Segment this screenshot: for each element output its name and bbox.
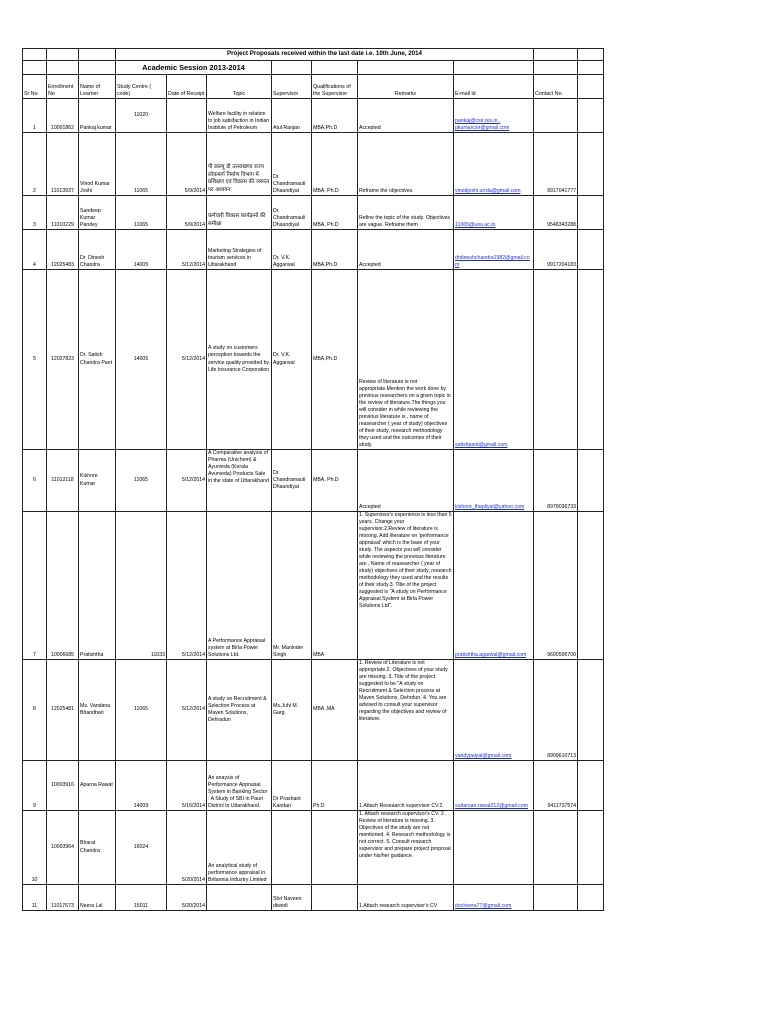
cell-contact <box>534 99 578 133</box>
cell-qualifications: MBA, Ph.D <box>312 196 358 230</box>
cell-topic: A study on customers perception towards the service quality provided by Life Insurance Corporation <box>207 270 272 450</box>
header-contact: Contact No. <box>534 75 578 99</box>
cell-email <box>454 811 534 885</box>
cell-study-centre: 11065 <box>116 133 167 196</box>
cell-sr: 4 <box>23 230 47 270</box>
cell-topic: A Performance Appraisal system at Birla Power Solutions Ltd. <box>207 512 272 660</box>
cell-qualifications: MBA, Ph.D <box>312 133 358 196</box>
cell-supervisor <box>272 811 312 885</box>
cell-remarks: 1.Attach Reseaarch supervisor CV.2. <box>358 761 454 811</box>
cell-name: Sandeep Kumar Pandey <box>79 196 116 230</box>
header-remarks: Remarks <box>358 75 454 99</box>
cell-contact <box>534 270 578 450</box>
cell-remarks: 1. Review of Literature is not appropriate.2. Objectives of your study are missing. 3. Title of the project suggested to be "A study on Recruitment & Selection process at Maven Solutions, Dehrdun. 4. You are advised to consult your supervisor regarding the objectives and review of literature. <box>358 660 454 761</box>
table-row <box>23 230 604 270</box>
cell-enrollment: 12025481 <box>47 660 79 761</box>
blank-cell <box>578 75 604 99</box>
cell-contact: 8979036733 <box>534 450 578 512</box>
cell-sr: 5 <box>23 270 47 450</box>
blank-cell <box>23 61 47 75</box>
cell-qualifications <box>312 811 358 885</box>
email-link[interactable]: pankaj@csir.res.in , <box>455 117 501 124</box>
blank-cell <box>47 61 79 75</box>
cell-enrollment: 11012118 <box>47 450 79 512</box>
cell-name: Pankaj kumar <box>79 99 116 133</box>
cell-topic: पी डब्ल्यू डी उत्तराखण्ड राज्य लोकमार्ग निर्माण विभाग में प्रशिक्षण एवं विकास की जरूरत पर अध्ययन <box>207 133 272 196</box>
cell-supervisor: Dr. V.K. Aggarwal <box>272 270 312 450</box>
blank-cell <box>79 49 116 61</box>
session-title: Academic Session 2013-2014 <box>116 61 272 75</box>
cell-study-centre: 11065 <box>116 196 167 230</box>
cell-topic <box>207 885 272 911</box>
table-row <box>23 270 604 450</box>
blank-cell <box>578 230 604 270</box>
cell-sr: 6 <box>23 450 47 512</box>
blank-cell <box>454 61 534 75</box>
cell-date: 5/20/2014 <box>167 811 207 885</box>
cell-study-centre: 11065 <box>116 660 167 761</box>
blank-cell <box>23 49 47 61</box>
cell-contact <box>534 811 578 885</box>
cell-name: Neera Lal <box>79 885 116 911</box>
cell-contact: 9917204183 <box>534 230 578 270</box>
cell-supervisor: Dr Prashant Kandari <box>272 761 312 811</box>
header-supervisor: Supervisor <box>272 75 312 99</box>
email-link[interactable]: pkumarcsir@gmail.com <box>455 124 510 131</box>
cell-enrollment: 12027823 <box>47 270 79 450</box>
cell-topic: A Comparative analysis of Pharma (Unichem) & Ayurveda (Kerala Avurveda) Products Sale in the state of Uttarakhand <box>207 450 272 512</box>
blank-cell <box>578 133 604 196</box>
cell-contact: 9548343288 <box>534 196 578 230</box>
cell-date <box>167 99 207 133</box>
cell-qualifications: MBA,Ph.D <box>312 270 358 450</box>
blank-cell <box>578 660 604 761</box>
cell-remarks: Accepted <box>358 99 454 133</box>
email-link[interactable]: pratishtha.agarwal@gmail.com <box>455 651 527 658</box>
cell-date: 5/12/2014 <box>167 450 207 512</box>
cell-email <box>454 230 534 270</box>
table-row <box>23 761 604 811</box>
cell-supervisor: Mr. Maninder Singh <box>272 512 312 660</box>
cell-supervisor: Dr. Chandramauli Dhaundiyal <box>272 450 312 512</box>
cell-name: Kishore Kumar <box>79 450 116 512</box>
email-link[interactable]: sudarsan.rawat212@gmail.com <box>455 802 529 809</box>
cell-remarks: Refine the topic of the study. Objectives are vague. Reframe them <box>358 196 454 230</box>
cell-email <box>454 133 534 196</box>
cell-qualifications: MBA, Ph.D <box>312 450 358 512</box>
table-row <box>23 99 604 133</box>
cell-enrollment: 10001862 <box>47 99 79 133</box>
cell-supervisor: Shri Naveen diwedi <box>272 885 312 911</box>
cell-remarks: 1. Attach research supervisor's CV. 2. Review of literature is missing. 3. Objectives of the study are not mentioned. 4. Research methodology is not correct. 5. Consult research supervisor and prepare project proposal under his/her guidance. <box>358 811 454 885</box>
blank-cell <box>578 99 604 133</box>
cell-study-centre: 14005 <box>116 230 167 270</box>
cell-date: 5/12/2014 <box>167 660 207 761</box>
cell-supervisor: Dr. Chandramauli Dhaundiyal <box>272 196 312 230</box>
blank-cell <box>534 49 578 61</box>
cell-sr: 2 <box>23 133 47 196</box>
table-row <box>23 811 604 885</box>
cell-supervisor: Dr. Chandramauli Dhaundiyal <box>272 133 312 196</box>
cell-enrollment: 11013937 <box>47 133 79 196</box>
cell-sr: 3 <box>23 196 47 230</box>
header-date: Date of Receipt <box>167 75 207 99</box>
cell-contact: 8909610713 <box>534 660 578 761</box>
cell-name: Aparna Rawat <box>79 761 116 811</box>
cell-name: Ms. Vandana Bhandhari <box>79 660 116 761</box>
header-topic: Topic <box>207 75 272 99</box>
blank-cell <box>358 61 454 75</box>
cell-topic: A study on Recruitment & Selection Process at Maven Solutions, Dehradun <box>207 660 272 761</box>
cell-study-centre: 15011 <box>116 885 167 911</box>
table-row <box>23 450 604 512</box>
header-name: Name of Learner <box>79 75 116 99</box>
email-link[interactable]: 11065@uou.ac.in <box>455 221 496 228</box>
cell-email <box>454 660 534 761</box>
cell-email <box>454 761 534 811</box>
cell-qualifications: Ph.D <box>312 761 358 811</box>
cell-study-centre: 14005 <box>116 270 167 450</box>
cell-topic: Marketing Strategies of tourism services in Uttarakhand <box>207 230 272 270</box>
cell-study-centre: 11033 <box>116 512 167 660</box>
cell-qualifications: MBA ,MA <box>312 660 358 761</box>
cell-topic: An analytical study of performance appraisal in Britannia Industry Limited <box>207 811 272 885</box>
header-email: E-mail id <box>454 75 534 99</box>
cell-date: 5/12/2014 <box>167 512 207 660</box>
cell-contact: 9411737574 <box>534 761 578 811</box>
blank-cell <box>578 885 604 911</box>
cell-email <box>454 512 534 660</box>
cell-email <box>454 885 534 911</box>
cell-topic: Welfare facility in relation to job satisfaction in Indian Institute of Petroleum <box>207 99 272 133</box>
cell-contact: 9917041777 <box>534 133 578 196</box>
table-row <box>23 196 604 230</box>
blank-cell <box>578 196 604 230</box>
cell-contact: 9690596700 <box>534 512 578 660</box>
blank-cell <box>578 61 604 75</box>
table-row <box>23 512 604 660</box>
email-link[interactable]: satishpant@gmail.com <box>455 441 508 448</box>
cell-enrollment: 12025483 <box>47 230 79 270</box>
cell-sr: 9 <box>23 761 47 811</box>
cell-remarks: Accepted <box>358 450 454 512</box>
cell-supervisor: Atul Ranjan <box>272 99 312 133</box>
blank-cell <box>578 811 604 885</box>
cell-study-centre: 11065 <box>116 450 167 512</box>
blank-cell <box>272 61 312 75</box>
blank-cell <box>578 450 604 512</box>
header-sr: Sr No <box>23 75 47 99</box>
cell-date: 5/9/2014 <box>167 196 207 230</box>
cell-name: Pratishtha <box>79 512 116 660</box>
cell-study-centre: 11020 <box>116 99 167 133</box>
cell-date: 5/12/2014 <box>167 230 207 270</box>
cell-topic: An anaysis of Performance Appraisal System in Banking Sector : A Study of SBI in Pauri District in Uttarakhand. <box>207 761 272 811</box>
email-link[interactable]: kishore_thapliyal@yahoo.com <box>455 503 525 510</box>
blank-cell <box>578 49 604 61</box>
cell-enrollment: 10006685 <box>47 512 79 660</box>
cell-sr: 11 <box>23 885 47 911</box>
table-row <box>23 133 604 196</box>
cell-remarks: Review of literature is not appropriate.Mention the work done by previous researchers on a given topic in the review of literature.The things you will consider in while reviewing the previous literature is , name of reasearcher ( year of study) objectives of their study, research methodology they used and the outcomes of their study. <box>358 270 454 450</box>
email-link[interactable]: vandypalyal@gmail.com <box>455 752 512 759</box>
cell-topic: कर्मचारी विकास कार्यक्रमों की समीक्षा <box>207 196 272 230</box>
header-enrollment: Enrollment No <box>47 75 79 99</box>
proposals-sheet <box>22 48 603 911</box>
cell-remarks: 1. Supervisor's experience is less than 5 years. Change your supervisor.2.Review of literature is missing. Add literature on 'performance appraisal' which is the base of your study. The aspects you will consider while reviewing the previous literature are , Name of reasearcher ( year of study) objectives of their study, research methodology they used and the results of their study.3. Title of the project suggested is "A study on Performance Appraisal System at Birla Power Solutions Ltd". <box>358 512 454 660</box>
blank-cell <box>578 512 604 660</box>
blank-cell <box>534 61 578 75</box>
blank-cell <box>79 61 116 75</box>
cell-sr: 7 <box>23 512 47 660</box>
cell-email <box>454 196 534 230</box>
cell-name: Dr. Dinesh Chandra <box>79 230 116 270</box>
cell-qualifications: MBA <box>312 512 358 660</box>
cell-qualifications: MBA,Ph.D <box>312 230 358 270</box>
table-row <box>23 660 604 761</box>
cell-name: Vinod Kumar Joshi <box>79 133 116 196</box>
cell-date: 5/12/2014 <box>167 270 207 450</box>
cell-qualifications <box>312 885 358 911</box>
cell-email <box>454 450 534 512</box>
email-link[interactable]: vinodjoshi.urrda@gmail.com <box>455 187 521 194</box>
blank-cell <box>578 270 604 450</box>
cell-enrollment: 11010229 <box>47 196 79 230</box>
cell-remarks: Accepted <box>358 230 454 270</box>
cell-email <box>454 270 534 450</box>
cell-date: 5/9/2014 <box>167 133 207 196</box>
cell-remarks: Reframe the objectives. <box>358 133 454 196</box>
cell-remarks: 1.Attach research supervisor's CV <box>358 885 454 911</box>
cell-date: 5/20/2014 <box>167 885 207 911</box>
cell-enrollment: 10003916 <box>47 761 79 811</box>
sheet-title: Project Proposals received within the last date i.e. 10th June, 2014 <box>116 49 534 61</box>
cell-study-centre: 14009 <box>116 761 167 811</box>
cell-contact <box>534 885 578 911</box>
cell-sr: 8 <box>23 660 47 761</box>
header-row <box>23 75 604 99</box>
cell-study-centre: 16024 <box>116 811 167 885</box>
cell-sr: 1 <box>23 99 47 133</box>
table-row <box>23 885 604 911</box>
email-link[interactable]: drdineshchandra1982@gmail.com <box>455 254 530 268</box>
email-link[interactable]: docheera77@gmail.com <box>455 902 512 909</box>
cell-qualifications: MBA,Ph.D <box>312 99 358 133</box>
header-qualifications: Qualifications of the Supervisor <box>312 75 358 99</box>
cell-supervisor: Dr. V.K. Aggarwal <box>272 230 312 270</box>
cell-email <box>454 99 534 133</box>
cell-name: Dr. Satish Chandra Pant <box>79 270 116 450</box>
cell-date: 5/16/2014 <box>167 761 207 811</box>
cell-name: Bharat Chandra <box>79 811 116 885</box>
proposals-table <box>22 48 604 911</box>
header-study-centre: Study Centre ( code) <box>116 75 167 99</box>
cell-enrollment: 11017673 <box>47 885 79 911</box>
cell-enrollment: 10003964 <box>47 811 79 885</box>
cell-supervisor: Ms.Juhi M. Garg <box>272 660 312 761</box>
blank-cell <box>578 761 604 811</box>
blank-cell <box>47 49 79 61</box>
cell-sr: 10 <box>23 811 47 885</box>
blank-cell <box>312 61 358 75</box>
